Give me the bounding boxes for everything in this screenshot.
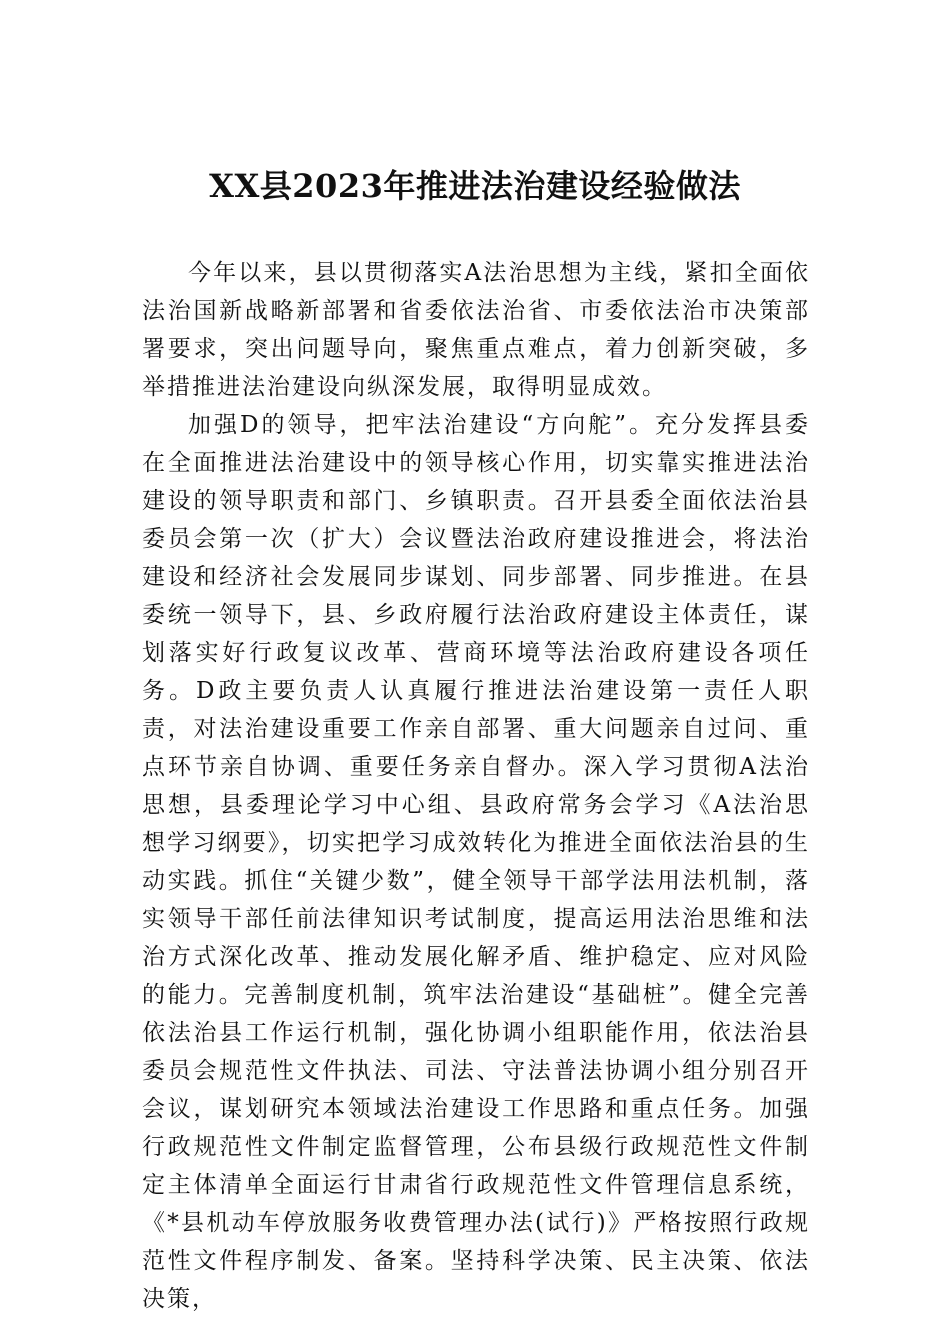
document-body	[142, 254, 810, 1318]
paragraph-leadership: 加强D的领导，把牢法治建设“方向舵”。充分发挥县委在全面推进法治建设中的领导核心作用，切实靠实推进法治建设的领导职责和部门、乡镇职责。召开县委全面依法治县委员会第一次（扩大）会议暨法治政府建设推进会，将法治建设和经济社会发展同步谋划、同步部署、同步推进。在县委统一领导下，县、乡政府履行法治政府建设主体责任，谋划落实好行政复议改革、营商环境等法治政府建设各项任务。D政主要负责人认真履行推进法治建设第一责任人职责，对法治建设重要工作亲自部署、重大问题亲自过问、重点环节亲自协调、重要任务亲自督办。深入学习贯彻A法治思想，县委理论学习中心组、县政府常务会学习《A法治思想学习纲要》，切实把学习成效转化为推进全面依法治县的生动实践。抓住“关键少数”，健全领导干部学法用法机制，落实领导干部任前法律知识考试制度，提高运用法治思维和法治方式深化改革、推动发展化解矛盾、维护稳定、应对风险的能力。完善制度机制，筑牢法治建设“基础桩”。健全完善依法治县工作运行机制，强化协调小组职能作用，依法治县委员会规范性文件执法、司法、守法普法协调小组分别召开会议，谋划研究本领域法治建设工作思路和重点任务。加强行政规范性文件制定监督管理，公布县级行政规范性文件制定主体清单全面运行甘肃省行政规范性文件管理信息系统，《*县机动车停放服务收费管理办法(试行)》严格按照行政规范性文件程序制发、备案。坚持科学决策、民主决策、依法决策，	[142, 412, 810, 1312]
document-title: XX县2023年推进法治建设经验做法	[209, 167, 741, 205]
paragraph-intro: 今年以来，县以贯彻落实A法治思想为主线，紧扣全面依法治国新战略新部署和省委依法治省、市委依法治市决策部署要求，突出问题导向，聚焦重点难点，着力创新突破，多举措推进法治建设向纵深发展，取得明显成效。	[142, 260, 810, 400]
